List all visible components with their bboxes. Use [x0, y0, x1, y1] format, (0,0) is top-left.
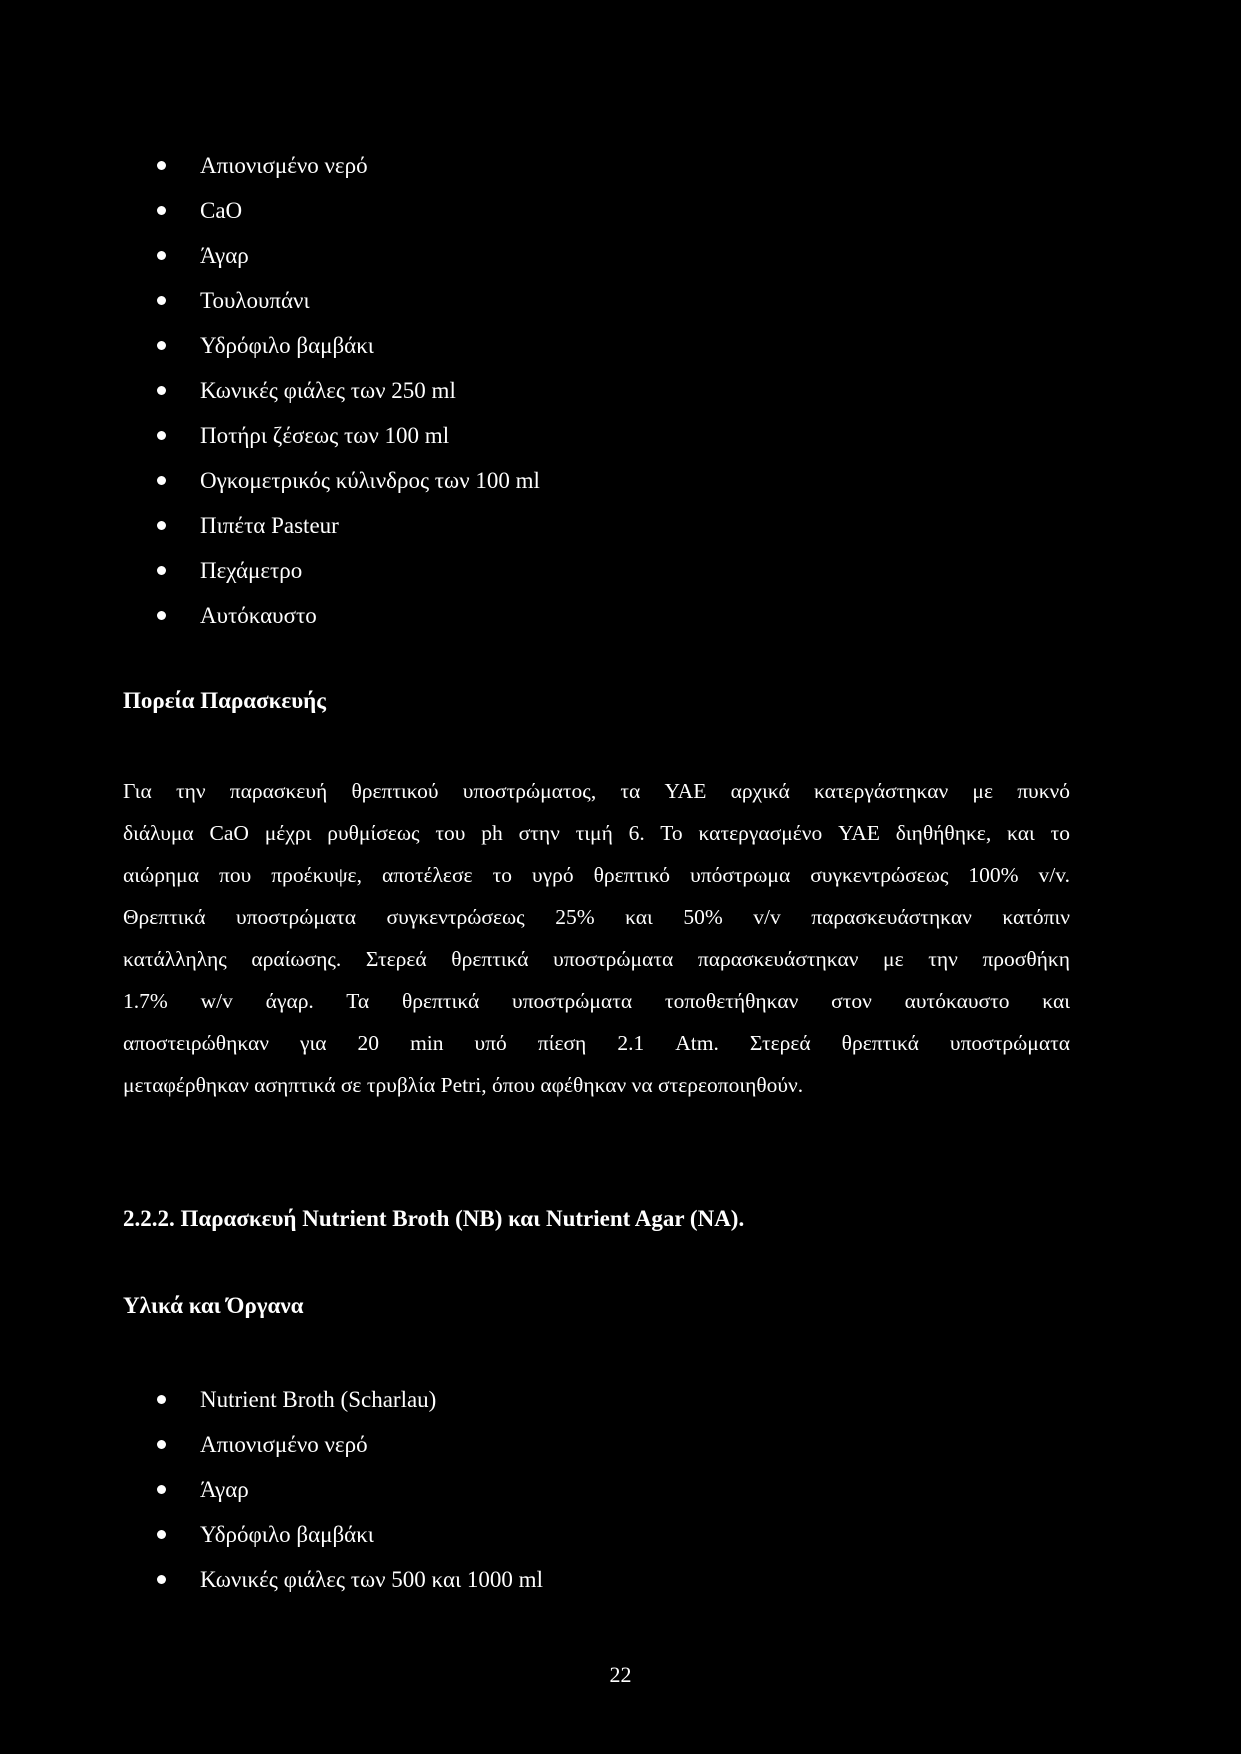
list-item — [157, 278, 540, 323]
list-item-text: Κωνικές φιάλες των 250 ml — [200, 378, 456, 403]
list-item-text: Άγαρ — [200, 243, 249, 268]
bullet-icon — [157, 1530, 166, 1539]
list-item — [157, 323, 540, 368]
bullet-icon — [157, 476, 166, 485]
list-item-text: Αυτόκαυστο — [200, 603, 317, 628]
bullet-icon — [157, 1485, 166, 1494]
paragraph-line: αποστειρώθηκαν για 20 min υπό πίεση 2.1 Atm. Στερεά θρεπτικά υποστρώματα — [123, 1031, 1070, 1055]
list-item — [157, 1467, 543, 1512]
list-item-text: Ογκομετρικός κύλινδρος των 100 ml — [200, 468, 540, 493]
list-item — [157, 188, 540, 233]
list-item-text: Υδρόφιλο βαμβάκι — [200, 333, 374, 358]
list-item — [157, 593, 540, 638]
list-item — [157, 413, 540, 458]
list-item-text: Απιονισμένο νερό — [200, 1432, 368, 1457]
materials-heading: Υλικά και Όργανα — [123, 1293, 304, 1318]
bullet-icon — [157, 341, 166, 350]
list-item — [157, 1512, 543, 1557]
materials-list-2 — [157, 1377, 543, 1602]
bullet-icon — [157, 206, 166, 215]
paragraph-line: Για την παρασκευή θρεπτικού υποστρώματος, τα YAE αρχικά κατεργάστηκαν με πυκνό — [123, 779, 1070, 803]
list-item — [157, 503, 540, 548]
preparation-heading: Πορεία Παρασκευής — [123, 688, 326, 713]
bullet-icon — [157, 1440, 166, 1449]
paragraph-line: κατάλληλης αραίωσης. Στερεά θρεπτικά υποστρώματα παρασκευάστηκαν με την προσθήκη — [123, 947, 1070, 971]
bullet-icon — [157, 431, 166, 440]
list-item — [157, 458, 540, 503]
paragraph-line: μεταφέρθηκαν ασηπτικά σε τρυβλία Petri, όπου αφέθηκαν να στερεοποιηθούν. — [123, 1073, 804, 1097]
page-number: 22 — [609, 1662, 632, 1687]
bullet-icon — [157, 251, 166, 260]
list-item-text: Κωνικές φιάλες των 500 και 1000 ml — [200, 1567, 543, 1592]
list-item-text: Υδρόφιλο βαμβάκι — [200, 1522, 374, 1547]
bullet-icon — [157, 611, 166, 620]
list-item — [157, 368, 540, 413]
paragraph-line: 1.7% w/v άγαρ. Τα θρεπτικά υποστρώματα τοποθετήθηκαν στον αυτόκαυστο και — [123, 989, 1070, 1013]
list-item-text: CaO — [200, 198, 243, 223]
list-item-text: Τουλουπάνι — [200, 288, 310, 313]
paragraph-line: Θρεπτικά υποστρώματα συγκεντρώσεως 25% και 50% v/v παρασκευάστηκαν κατόπιν — [123, 905, 1070, 929]
list-item-text: Πεχάμετρο — [200, 558, 303, 583]
bullet-icon — [157, 386, 166, 395]
list-item-text: Άγαρ — [200, 1477, 249, 1502]
section-heading: 2.2.2. Παρασκευή Nutrient Broth (NB) και Nutrient Agar (NA). — [123, 1206, 745, 1231]
list-item — [157, 143, 540, 188]
bullet-icon — [157, 1575, 166, 1584]
list-item — [157, 233, 540, 278]
list-item-text: Απιονισμένο νερό — [200, 153, 368, 178]
paragraph-line: αιώρημα που προέκυψε, αποτέλεσε το υγρό θρεπτικό υπόστρωμα συγκεντρώσεως 100% v/v. — [123, 863, 1070, 887]
list-item — [157, 548, 540, 593]
bullet-icon — [157, 566, 166, 575]
list-item-text: Ποτήρι ζέσεως των 100 ml — [200, 423, 450, 448]
list-item — [157, 1557, 543, 1602]
list-item-text: Nutrient Broth (Scharlau) — [200, 1387, 437, 1412]
list-item — [157, 1377, 543, 1422]
list-item-text: Πιπέτα Pasteur — [200, 513, 339, 538]
bullet-icon — [157, 296, 166, 305]
paragraph-line: διάλυμα CaO μέχρι ρυθμίσεως του ph στην τιμή 6. Το κατεργασμένο YAE διηθήθηκε, και το — [123, 821, 1070, 845]
materials-list-1 — [157, 143, 540, 638]
list-item — [157, 1422, 543, 1467]
bullet-icon — [157, 161, 166, 170]
bullet-icon — [157, 1395, 166, 1404]
bullet-icon — [157, 521, 166, 530]
preparation-paragraph — [123, 770, 1070, 1106]
